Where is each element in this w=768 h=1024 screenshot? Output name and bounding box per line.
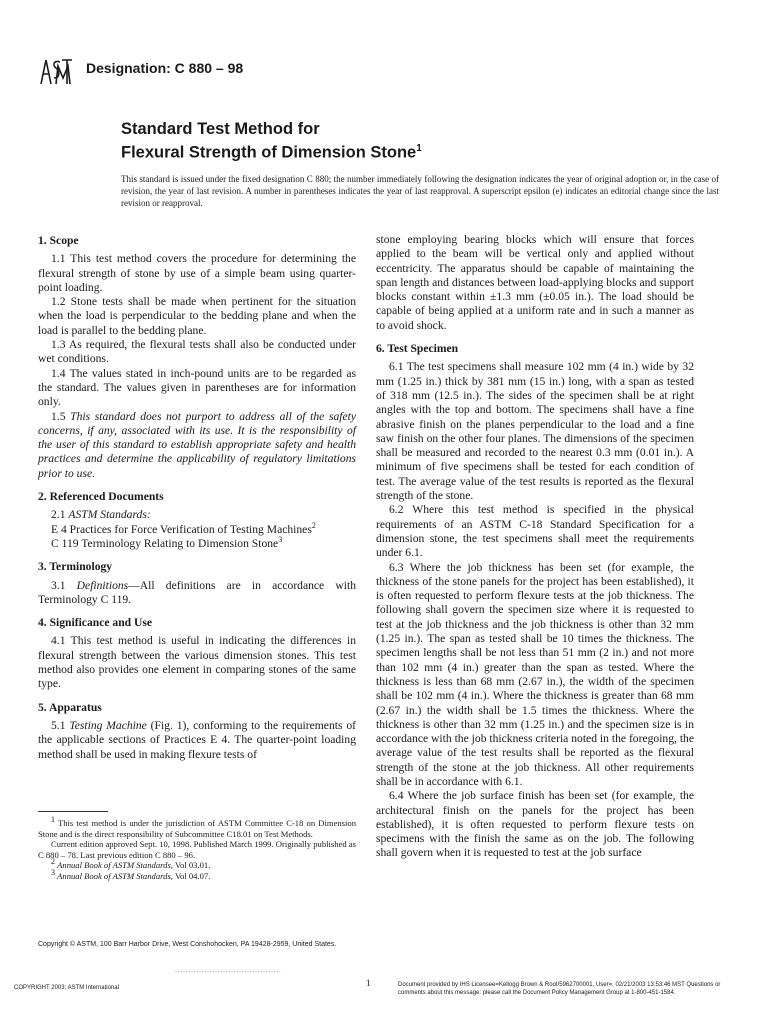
page-number: 1 [366,978,371,988]
designation: Designation: C 880 – 98 [86,60,244,76]
section-heading-terminology: 3. Terminology [38,560,113,574]
section-heading-apparatus: 5. Apparatus [38,700,102,714]
copyright-notice: COPYRIGHT 2003; ASTM International [14,985,119,991]
footnote-divider [38,811,108,812]
footnote-2: 2 Annual Book of ASTM Standards, Vol 03.01. [51,857,211,871]
footnote-1: 1 This test method is under the jurisdiction of ASTM Committee C-18 on Dimension Stone and is the direct responsibility of Subcommittee C18.01 on Test Methods. [38,815,356,839]
copyright-line: Copyright © ASTM, 100 Barr Harbor Drive, West Conshohocken, PA 19428-2959, United States. [38,941,337,948]
license-notice: Document provided by IHS Licensee=Kellogg Brown & Root/5962700001, User=, 02/21/2003 13:53:46 MST Questions or comments about this message: please call the Document Policy Management Group at 1-800-451-1584. [398,982,721,996]
paragraph-2-1: 2.1 ASTM Standards: [51,508,151,522]
document-title [121,120,422,163]
paragraph-1-5: 1.5 This standard does not purport to address all of the safety concerns, if any, associated with its use. It is the responsibility of the user of this standard to establish appropriate safety and health practices and determine the applicability of regulatory limitations prior to use. [38,409,356,480]
title-line-2: Flexural Strength of Dimension Stone$^1$ [121,143,422,162]
footnotes [38,815,356,882]
paragraph-1-4: 1.4 The values stated in inch-pound units are to be regarded as the standard. The values given in parentheses are for information only. [38,366,356,409]
standard-notice: This standard is issued under the fixed designation C 880; the number immediately following the designation indicates the year of original adoption or, in the case of revision, the year of last revision. A number in parentheses indicates the year of last reapproval. A superscript epsilon (e) indicates an editorial change since the last revision or reapproval. [121,174,719,208]
apparatus-continuation: stone employing bearing blocks which will ensure that forces applied to the beam will be vertical only and applied without eccentricity. The apparatus should be capable of maintaining the span length and distances between load-applying blocks and support blocks constant within ±1.3 mm (±0.05 in.). The load should be capable of being applied at a uniform rate and in such a manner as to avoid shock. [376,233,694,332]
left-column [38,234,356,762]
paragraph-6-2: 6.2 Where this test method is specified in the physical requirements of an ASTM C-18 Standard Specification for a dimension stone, the test specimens shall meet the requirements under 6.1. [376,503,694,560]
paragraph-6-1: 6.1 The test specimens shall measure 102 mm (4 in.) wide by 32 mm (1.25 in.) thick by 381 mm (15 in.) long, with a span as tested of 318 mm (12.5 in.). The sides of the specimen shall be at right angles with the top and bottom. The specimens shall have a fine abrasive finish on the planes perpendicular to the load and a fine saw finish on the other four planes. The dimensions of the specimen shall be measured and recorded to the nearest 0.3 mm (0.01 in.). A minimum of five specimens shall be tested for each condition of test. The average value of the test results is reported as the flexural strength of the stone. [376,360,694,503]
paragraph-1-1: 1.1 This test method covers the procedure for determining the flexural strength of stone by use of a simple beam using quarter-point loading. [38,252,356,294]
paragraph-5-1: 5.1 Testing Machine (Fig. 1), conforming to the requirements of the applicable sections of Practices E 4. The quarter-point loading method shall be used in making flexure tests of [38,718,356,761]
dotted-separator: ........................................ [175,968,282,974]
right-column [376,233,694,861]
reference-e4: E 4 Practices for Force Verification of Testing Machines$^2$ [51,520,316,536]
section-heading-significance: 4. Significance and Use [38,616,153,630]
astm-logo [38,56,78,86]
paragraph-3-1: 3.1 Definitions—All definitions are in accordance with Terminology C 119. [38,578,356,606]
paragraph-1-2: 1.2 Stone tests shall be made when pertinent for the situation when the load is perpendicular to the bedding plane and when the load is parallel to the bedding plane. [38,295,356,337]
section-heading-scope: 1. Scope [38,234,79,247]
title-line-1: Standard Test Method for [121,120,320,138]
paragraph-1-3: 1.3 As required, the flexural tests shall also be conducted under wet conditions. [38,338,356,366]
paragraph-4-1: 4.1 This test method is useful in indicating the differences in flexural strength between the various dimension stones. This test method also provides one element in comparing stones of the same type. [38,634,356,691]
reference-c119: C 119 Terminology Relating to Dimension Stone$^3$ [51,535,283,550]
paragraph-6-4: 6.4 Where the job surface finish has been set (for example, the architectural finish on the panels for the project has been established), it is often requested to perform flexure tests on specimens with the finish the same as on the job. The following shall govern when it is requested to test at the job surface [376,789,694,860]
paragraph-6-3: 6.3 Where the job thickness has been set (for example, the thickness of the stone panels for the project has been established), it is often requested to perform flexure tests at the job thickness. The following shall govern the specimen size where it is requested to test at the job thickness and the job thickness is other than 32 mm (1.25 in.). The span as tested shall be 10 times the thickness. The specimen lengths shall be not less than 51 mm (2 in.) and not more than 102 mm (4 in.) greater than the span as tested. Where the thickness is less than 68 mm (2.67 in.), the width of the specimen shall be 102 mm (4 in.). Where the thickness is greater than 68 mm (2.67 in.) the width shall be 1.5 times the thickness. Where the thickness is other than 32 mm (1.25 in.) and the specimen size is in accordance with the job thickness criteria noted in the foregoing, the average value of the test results shall be reported as the flexural strength of the stone at the job thickness. All other requirements shall be in accordance with 6.1. [376,560,694,788]
footnote-3: 3 Annual Book of ASTM Standards, Vol 04.07. [51,868,211,881]
section-heading-test-specimen: 6. Test Specimen [376,342,459,356]
footnote-1b: Current edition approved Sept. 10, 1998. Published March 1999. Originally published as C 880 – 78. Last previous edition C 880 – 96. [38,839,356,860]
section-heading-referenced-documents: 2. Referenced Documents [38,490,164,504]
